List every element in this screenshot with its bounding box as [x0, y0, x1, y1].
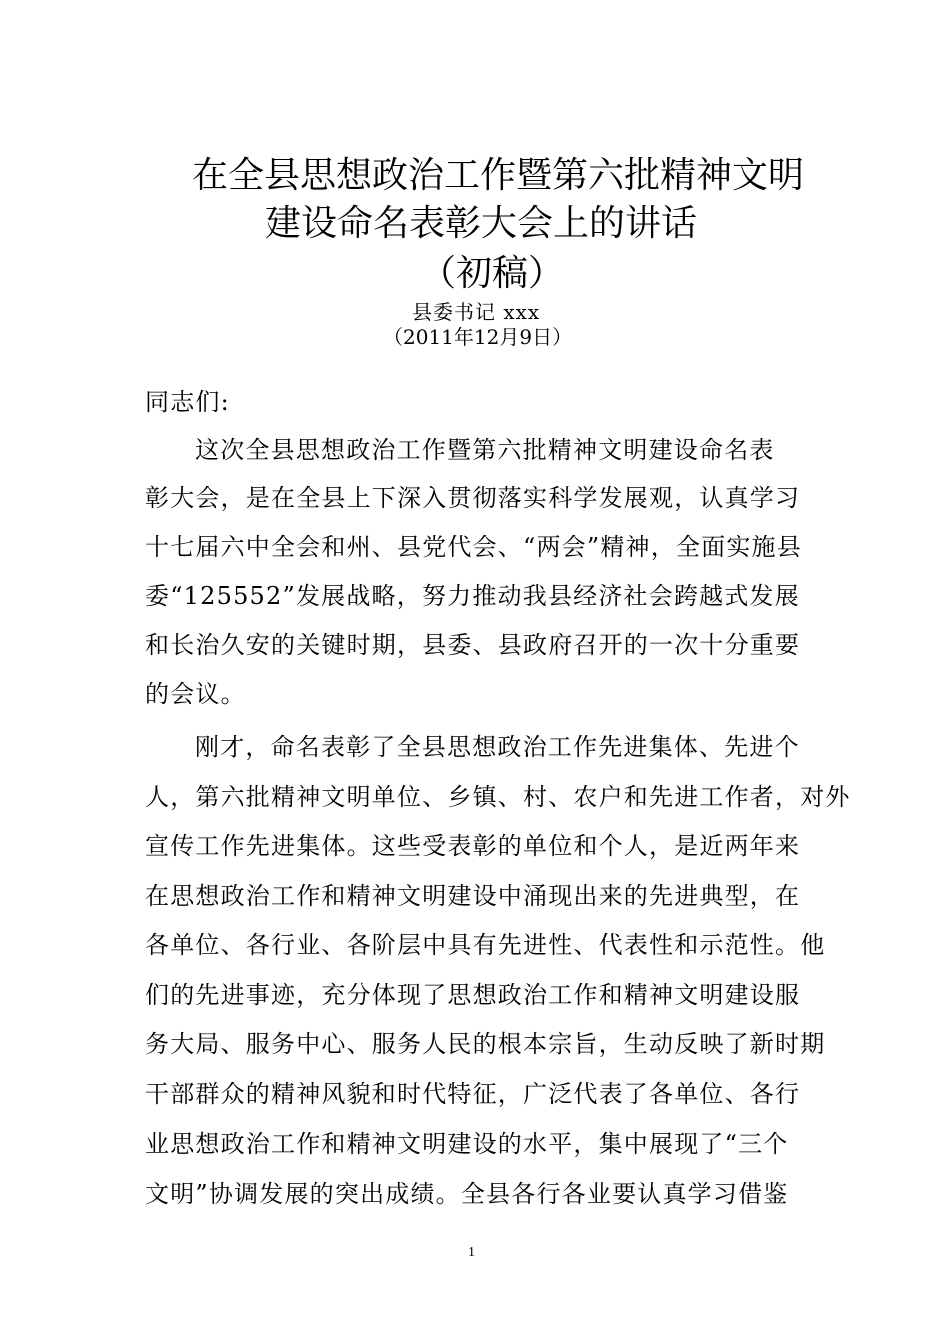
- body-line: 各单位、各行业、各阶层中具有先进性、代表性和示范性。他: [145, 931, 826, 959]
- body-line: 文明”协调发展的突出成绩。全县各行各业要认真学习借鉴: [145, 1180, 789, 1208]
- title-line-2: 建设命名表彰大会上的讲话: [265, 203, 698, 244]
- body-line: 宣传工作先进集体。这些受表彰的单位和个人，是近两年来: [145, 832, 801, 860]
- body-line: 彰大会，是在全县上下深入贯彻落实科学发展观，认真学习: [145, 484, 801, 512]
- author-line: 县委书记 xxx: [412, 300, 541, 324]
- body-line: 这次全县思想政治工作暨第六批精神文明建设命名表: [195, 436, 775, 464]
- body-line: 刚才，命名表彰了全县思想政治工作先进集体、先进个: [195, 733, 800, 761]
- date-line: （2011年12月9日）: [383, 325, 573, 349]
- title-line-1: 在全县思想政治工作暨第六批精神文明: [192, 155, 805, 196]
- body-line: 和长治久安的关键时期，县委、县政府召开的一次十分重要: [145, 631, 801, 659]
- body-line: 人，第六批精神文明单位、乡镇、村、农户和先进工作者，对外: [145, 783, 851, 811]
- body-line: 业思想政治工作和精神文明建设的水平，集中展现了“三个: [145, 1130, 789, 1158]
- body-line: 的会议。: [145, 680, 246, 708]
- body-line: 委“125552”发展战略，努力推动我县经济社会跨越式发展: [145, 582, 800, 610]
- body-line: 在思想政治工作和精神文明建设中涌现出来的先进典型，在: [145, 882, 801, 910]
- body-line: 干部群众的精神风貌和时代特征，广泛代表了各单位、各行: [145, 1080, 801, 1108]
- body-line: 们的先进事迹，充分体现了思想政治工作和精神文明建设服: [145, 981, 801, 1009]
- draft-label: （初稿）: [420, 253, 565, 294]
- body-line: 十七届六中全会和州、县党代会、“两会”精神，全面实施县: [145, 533, 802, 561]
- salutation: 同志们:: [145, 388, 230, 416]
- body-line: 务大局、服务中心、服务人民的根本宗旨，生动反映了新时期: [145, 1030, 826, 1058]
- page-number: 1: [468, 1245, 475, 1260]
